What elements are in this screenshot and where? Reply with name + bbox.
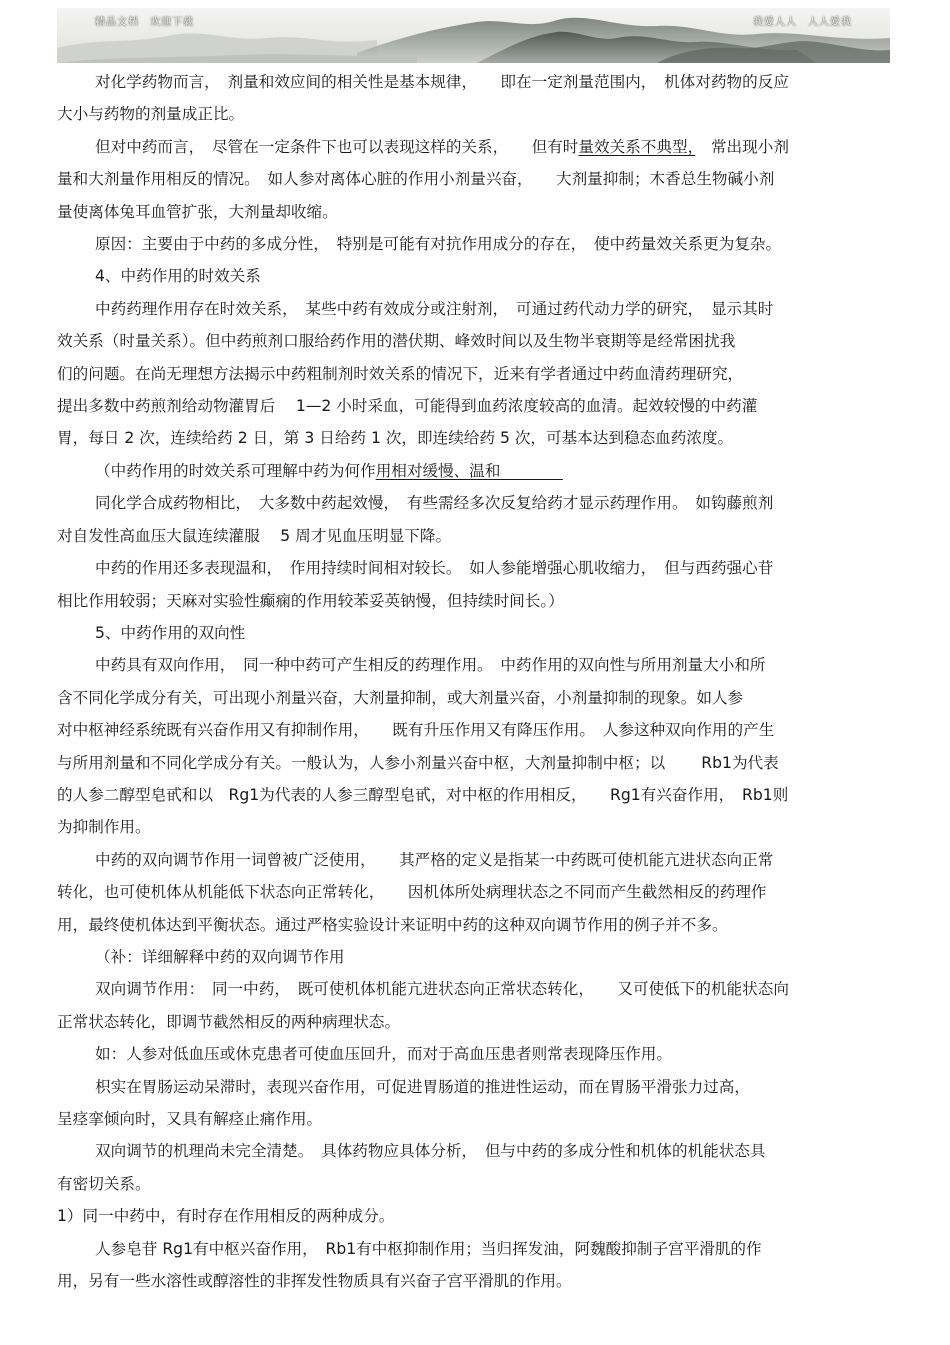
text-line: 量和大剂量作用相反的情况。 如人参对离体心脏的作用小剂量兴奋， 大剂量抑制；木香总生物碱小剂 (57, 170, 775, 189)
text-line: （中药作用的时效关系可理解中药为何作用相对缓慢、温和 (95, 461, 563, 480)
text-line: 有密切关系。 (57, 1174, 151, 1193)
text-line: 的人参二醇型皂甙和以 Rg1为代表的人参三醇型皂甙，对中枢的作用相反， Rg1有兴奋作用， Rb1则 (57, 785, 789, 804)
text-line: （补：详细解释中药的双向调节作用 (95, 947, 345, 966)
text-line: 用，最终使机体达到平衡状态。通过严格实验设计来证明中药的这种双向调节作用的例子并不多。 (57, 915, 728, 934)
text-line: 双向调节的机理尚未完全清楚。 具体药物应具体分析， 但与中药的多成分性和机体的机能状态具 (95, 1142, 766, 1161)
header-banner (57, 8, 890, 63)
text-line: 1）同一中药中，有时存在作用相反的两种成分。 (57, 1207, 395, 1226)
text-line: 大小与药物的剂量成正比。 (57, 105, 245, 124)
text-line: 对化学药物而言， 剂量和效应间的相关性是基本规律， 即在一定剂量范围内， 机体对药物的反应 (95, 73, 789, 91)
text-line: 对自发性高血压大鼠连续灌服 5 周才见血压明显下降。 (57, 526, 452, 545)
text-line: 枳实在胃肠运动呆滞时，表现兴奋作用，可促进胃肠道的推进性运动，而在胃肠平滑张力过高， (95, 1077, 750, 1096)
text-line: 相比作用较弱；天麻对实验性癫痫的作用较苯妥英钠慢，但持续时间长。） (57, 591, 564, 610)
underlined-text: 用相对缓慢、温和 (375, 461, 563, 480)
text-line: 提出多数中药煎剂给动物灌胃后 1—2 小时采血，可能得到血药浓度较高的血清。起效较慢的中药灌 (57, 397, 758, 416)
document-body (57, 66, 893, 1297)
text-line: 双向调节作用： 同一中药， 既可使机体机能亢进状态向正常状态转化， 又可使低下的机能状态向 (95, 980, 789, 999)
text-line: 5、中药作用的双向性 (95, 623, 246, 642)
text-line: 中药具有双向作用， 同一种中药可产生相反的药理作用。 中药作用的双向性与所用剂量大小和所 (95, 656, 766, 675)
text-line: 用，另有一些水溶性或醇溶性的非挥发性物质具有兴奋子宫平滑肌的作用。 (57, 1272, 572, 1291)
text-line: 正常状态转化，即调节截然相反的两种病理状态。 (57, 1012, 401, 1031)
text-line: 量使离体兔耳血管扩张，大剂量却收缩。 (57, 202, 338, 221)
text-line: 原因：主要由于中药的多成分性， 特别是可能有对抗作用成分的存在， 使中药量效关系更为复杂。 (95, 235, 782, 254)
banner-right-text: 我爱人人 人人爱我 (753, 17, 852, 28)
underlined-text: 量效关系不典型， (578, 137, 696, 156)
text-line: 为抑制作用。 (57, 818, 151, 837)
text-line: 胃，每日 2 次，连续给药 2 日，第 3 日给药 1 次，即连续给药 5 次，可基本达到稳态血药浓度。 (57, 429, 734, 448)
text-line: 中药药理作用存在时效关系， 某些中药有效成分或注射剂， 可通过药代动力学的研究， 显示其时 (95, 299, 774, 318)
text-line: 如：人参对低血压或休克患者可使血压回升，而对于高血压患者则常表现降压作用。 (95, 1045, 672, 1064)
text-line: 但对中药而言， 尽管在一定条件下也可以表现这样的关系， 但有时量效关系不典型， 常出现小剂 (95, 137, 789, 156)
text-line: 效关系（时量关系）。但中药煎剂口服给药作用的潜伏期、峰效时间以及生物半衰期等是经常困扰我 (57, 332, 736, 351)
text-line: 同化学合成药物相比， 大多数中药起效慢， 有些需经多次反复给药才显示药理作用。 如钩藤煎剂 (95, 494, 774, 513)
text-line: 们的问题。在尚无理想方法揭示中药粗制剂时效关系的情况下，近来有学者通过中药血清药理研究， (57, 364, 744, 383)
text-line: 人参皂苷 Rg1有中枢兴奋作用， Rb1有中枢抑制作用；当归挥发油，阿魏酸抑制子宫平滑肌的作 (95, 1239, 762, 1258)
text-line: 4、中药作用的时效关系 (95, 267, 261, 286)
text-line: 对中枢神经系统既有兴奋作用又有抑制作用， 既有升压作用又有降压作用。 人参这种双向作用的产生 (57, 721, 775, 740)
text-line: 中药的作用还多表现温和， 作用持续时间相对较长。 如人参能增强心肌收缩力， 但与西药强心苷 (95, 559, 774, 578)
text-line: 转化，也可使机体从机能低下状态向正常转化， 因机体所处病理状态之不同而产生截然相反的药理作 (57, 883, 767, 902)
text-line: 含不同化学成分有关，可出现小剂量兴奋，大剂量抑制，或大剂量兴奋，小剂量抑制的现象。如人参 (57, 688, 744, 707)
banner-left-text: 精品文档 欢迎下载 (95, 17, 194, 28)
text-line: 中药的双向调节作用一词曾被广泛使用， 其严格的定义是指某一中药既可使机能亢进状态向正常 (95, 850, 774, 869)
text-line: 与所用剂量和不同化学成分有关。一般认为，人参小剂量兴奋中枢，大剂量抑制中枢；以 Rb1为代表 (57, 753, 779, 772)
text-line: 呈痉挛倾向时，又具有解痉止痛作用。 (57, 1110, 323, 1128)
